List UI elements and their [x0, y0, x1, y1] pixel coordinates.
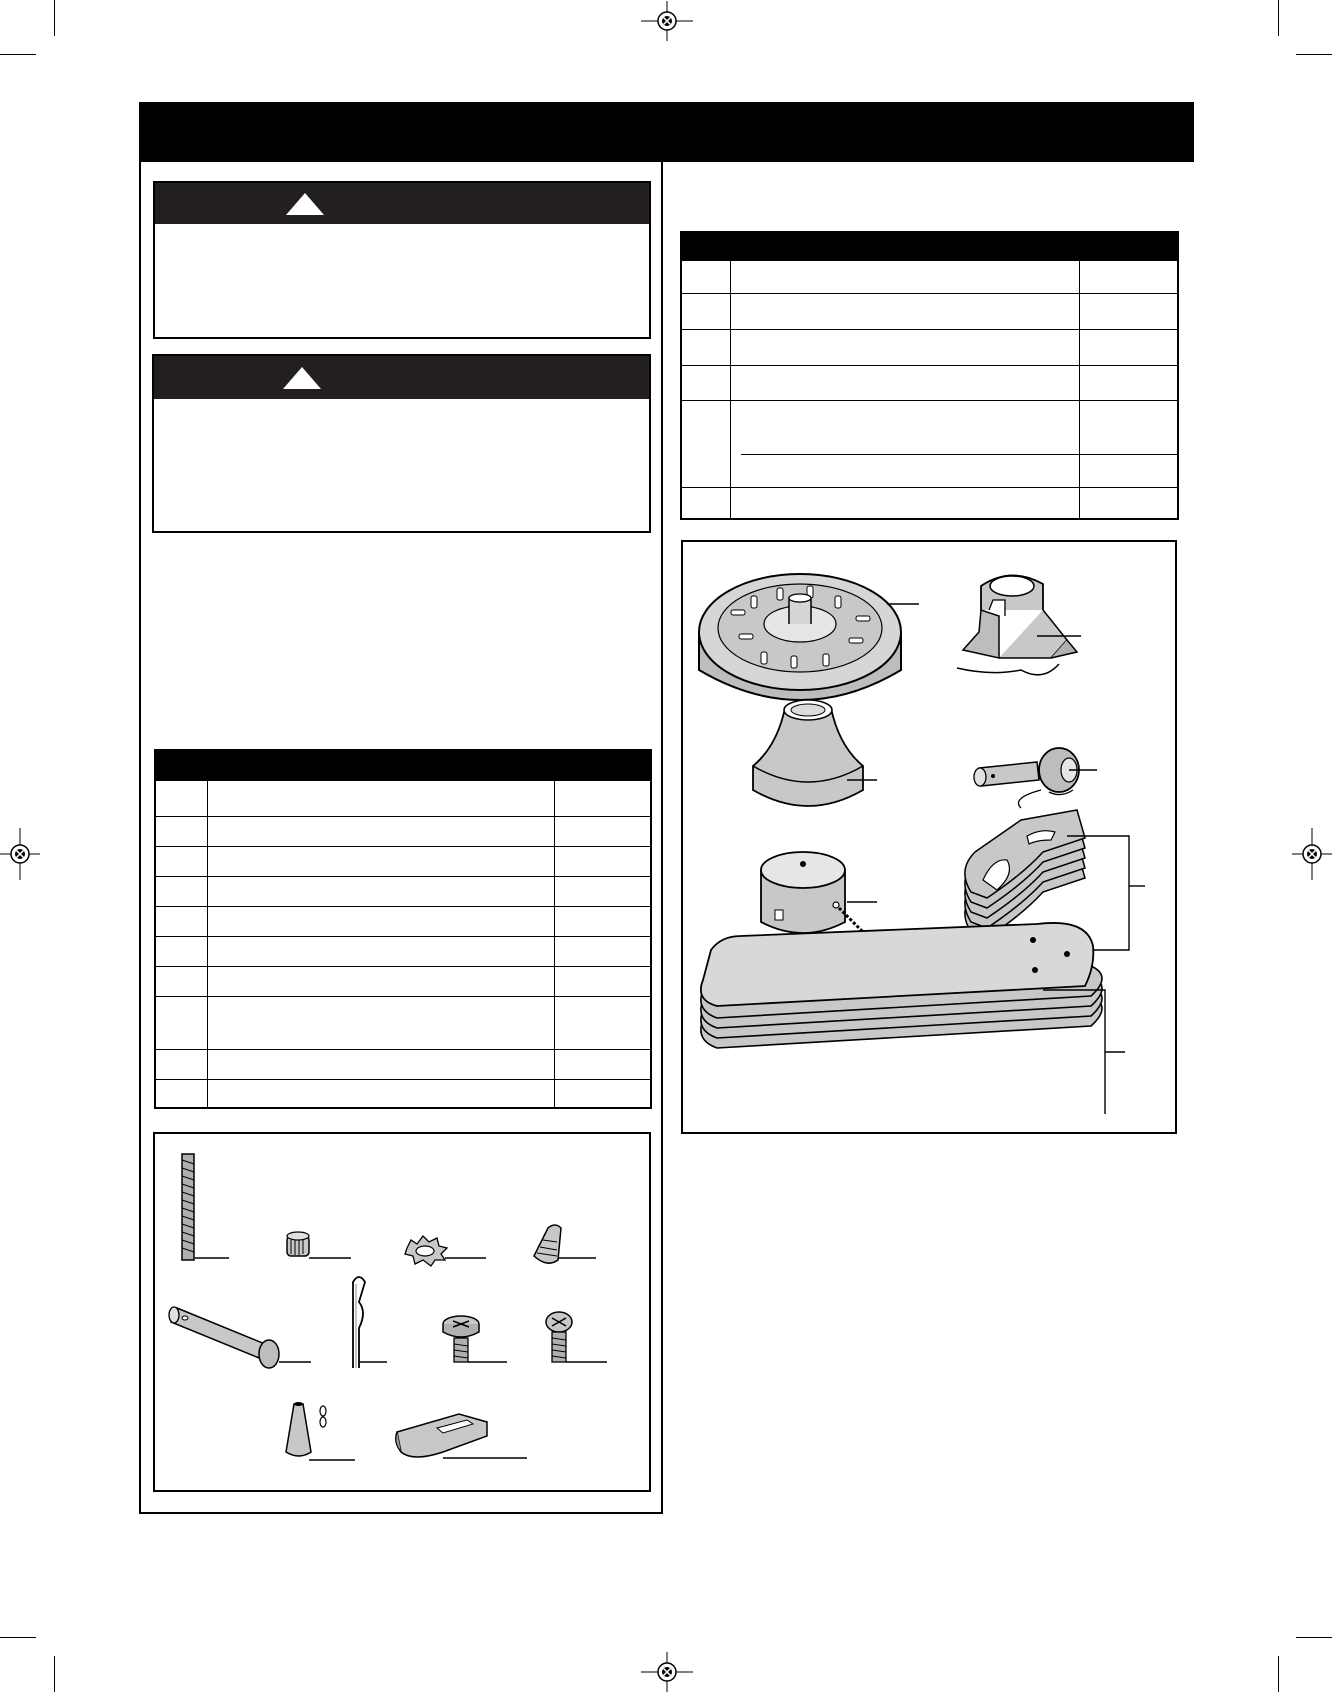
table-header-cell	[208, 750, 555, 780]
crop-mark	[0, 1637, 36, 1638]
table-row	[155, 996, 651, 1049]
table-header-cell	[731, 232, 1080, 260]
downrod-icon	[974, 748, 1097, 808]
crop-mark	[1296, 1637, 1332, 1638]
parts-table	[680, 231, 1179, 520]
table-row	[681, 293, 1178, 329]
lock-washer-icon	[405, 1236, 486, 1266]
warning-header	[154, 356, 649, 399]
hardware-table	[154, 749, 652, 1109]
table-row	[155, 906, 651, 936]
warning-triangle-icon	[282, 366, 322, 390]
parts-illustrations	[681, 540, 1177, 1134]
crop-mark	[1278, 1656, 1279, 1692]
crop-mark	[1278, 0, 1279, 36]
table-header-row	[155, 750, 651, 780]
table-row	[681, 260, 1178, 293]
table-row	[155, 846, 651, 876]
crop-mark	[0, 54, 36, 55]
table-row	[155, 1079, 651, 1108]
table-header-cell	[681, 232, 731, 260]
crop-mark	[54, 1656, 55, 1692]
wire-nut-icon	[534, 1225, 596, 1263]
table-header-cell	[1079, 232, 1178, 260]
table-row	[681, 329, 1178, 365]
balancing-clip-icon	[396, 1414, 527, 1458]
warning-header	[155, 183, 649, 224]
table-row	[155, 876, 651, 906]
canopy-icon	[753, 700, 877, 806]
table-row	[155, 780, 651, 816]
hardware-illustrations	[153, 1132, 651, 1492]
mounting-bracket-icon	[957, 575, 1081, 674]
row-divider	[741, 454, 1079, 455]
warning-box	[152, 354, 651, 533]
pull-chain-fob-icon	[286, 1402, 355, 1460]
blades-icon	[701, 923, 1125, 1114]
table-row	[681, 365, 1178, 400]
warning-box	[153, 181, 651, 339]
knurled-nut-icon	[287, 1232, 351, 1258]
page-header-bar	[139, 102, 1194, 162]
hairpin-clip-icon	[353, 1277, 387, 1368]
table-row	[155, 816, 651, 846]
table-header-cell	[155, 750, 208, 780]
crop-mark	[54, 0, 55, 36]
row-divider	[1080, 454, 1177, 455]
registration-mark-icon	[639, 1652, 695, 1692]
warning-triangle-icon	[285, 192, 325, 216]
table-row	[155, 936, 651, 966]
table-row	[681, 487, 1178, 519]
table-header-row	[681, 232, 1178, 260]
crop-mark	[1296, 54, 1332, 55]
registration-mark-icon	[1292, 826, 1332, 882]
registration-mark-icon	[639, 1, 695, 41]
table-row	[681, 400, 1178, 487]
motor-housing-icon	[699, 574, 919, 700]
registration-mark-icon	[0, 826, 40, 882]
table-header-cell	[554, 750, 651, 780]
threaded-rod-icon	[182, 1154, 229, 1260]
screw-icon	[546, 1312, 607, 1362]
clevis-pin-icon	[169, 1307, 311, 1368]
table-row	[155, 966, 651, 996]
table-row	[155, 1049, 651, 1079]
screw-icon	[443, 1316, 507, 1362]
